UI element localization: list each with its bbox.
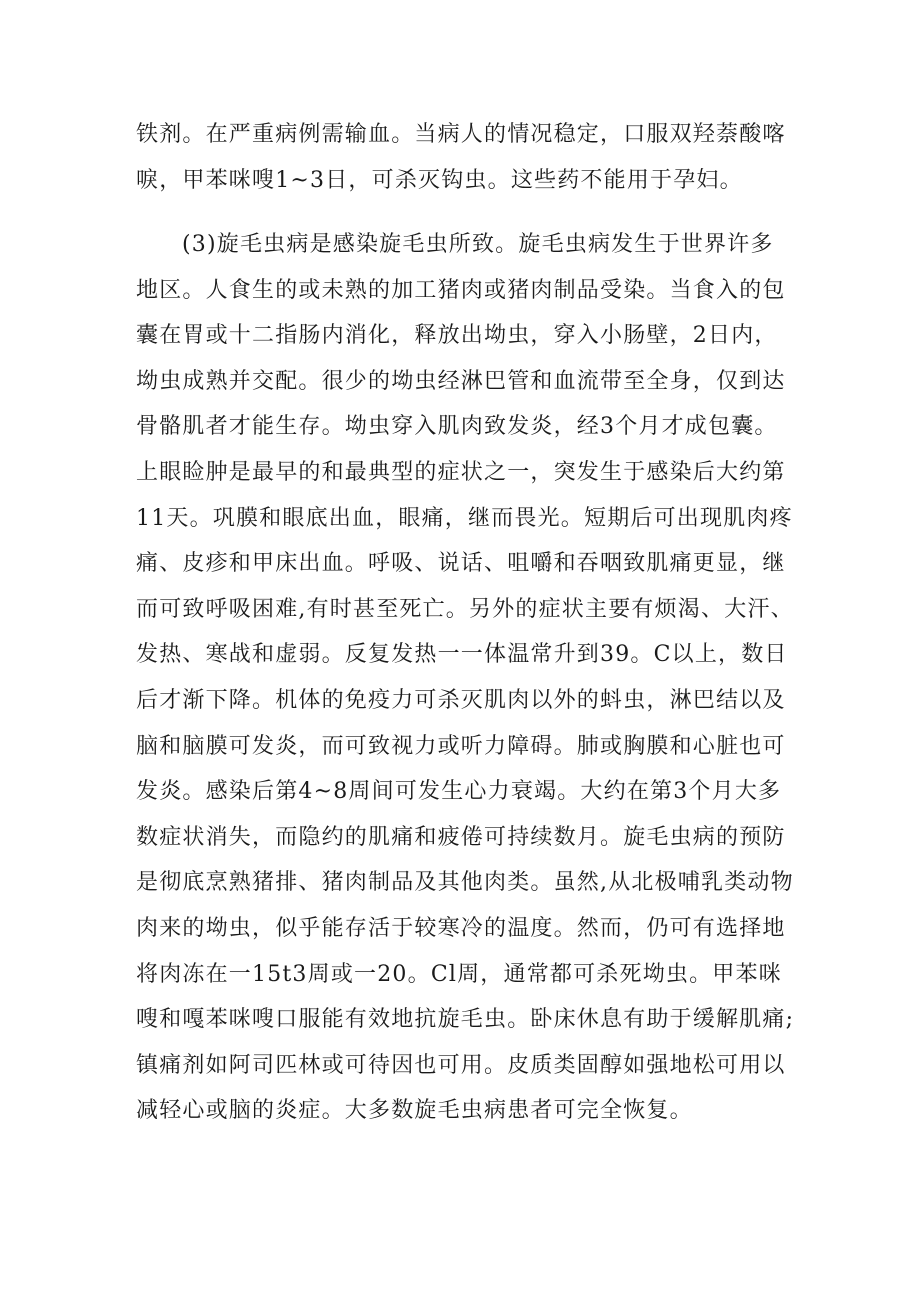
paragraph-first-line: (3)旋毛虫病是感染旋毛虫所致。旋毛虫病发生于世界许多	[182, 232, 774, 257]
paragraph-line: 将肉冻在一15t3周或一20。Cl周，通常都可杀死坳虫。甲苯咪	[136, 961, 782, 987]
paragraph-line: 痛、皮疹和甲床出血。呼吸、说话、咀嚼和吞咽致肌痛更显，继	[136, 551, 786, 577]
paragraph-line: 唳，甲苯咪嗖1~3日，可杀灭钩虫。这些药不能用于孕妇。	[136, 167, 743, 193]
paragraph-line: 11天。巩膜和眼底出血，眼痛，继而畏光。短期后可出现肌肉疼	[136, 505, 793, 531]
paragraph-line: 上眼睑肿是最早的和最典型的症状之一，突发生于感染后大约第	[136, 459, 786, 485]
paragraph-line: 脑和脑膜可发炎，而可致视力或听力障碍。肺或胸膜和心脏也可	[136, 733, 786, 759]
paragraph-line: 地区。人食生的或未熟的加工猪肉或猪肉制品受染。当食入的包	[136, 277, 786, 303]
paragraph-line: 坳虫成熟并交配。很少的坳虫经淋巴管和血流带至全身，仅到达	[136, 368, 786, 394]
paragraph-line: 后才渐下降。机体的免疫力可杀灭肌肉以外的蚪虫，淋巴结以及	[136, 687, 786, 713]
paragraph-line: 而可致呼吸困难,有时甚至死亡。另外的症状主要有烦渴、大汗、	[136, 596, 794, 622]
paragraph-line: 铁剂。在严重病例需输血。当病人的情况稳定，口服双羟萘酸喀	[136, 122, 786, 147]
paragraph-line: 骨骼肌者才能生存。坳虫穿入肌肉致发炎，经3个月才成包囊。	[136, 414, 778, 440]
paragraph-line: 镇痛剂如阿司匹林或可待因也可用。皮质类固醇如强地松可用以	[136, 1052, 786, 1078]
paragraph-line: 嗖和嘎苯咪嗖口服能有效地抗旋毛虫。卧床休息有助于缓解肌痛;	[136, 1007, 795, 1033]
paragraph-line: 发炎。感染后第4~8周间可发生心力衰竭。大约在第3个月大多	[136, 779, 782, 805]
paragraph-line: 肉来的坳虫，似乎能存活于较寒冷的温度。然而，仍可有选择地	[136, 915, 786, 941]
paragraph-line: 数症状消失，而隐约的肌痛和疲倦可持续数月。旋毛虫病的预防	[136, 824, 786, 850]
paragraph-1	[136, 112, 796, 203]
paragraph-line: 囊在胃或十二指肠内消化，释放出坳虫，穿入小肠壁，2日内，	[136, 323, 778, 349]
paragraph-line: 是彻底烹熟猪排、猪肉制品及其他肉类。虽然,从北极哺乳类动物	[136, 870, 794, 896]
paragraph-line: 减轻心或脑的炎症。大多数旋毛虫病患者可完全恢复。	[136, 1098, 693, 1124]
paragraph-line: 发热、寒战和虚弱。反复发热一一体温常升到39。C以上，数日	[136, 642, 788, 668]
paragraph-2	[136, 222, 796, 1134]
